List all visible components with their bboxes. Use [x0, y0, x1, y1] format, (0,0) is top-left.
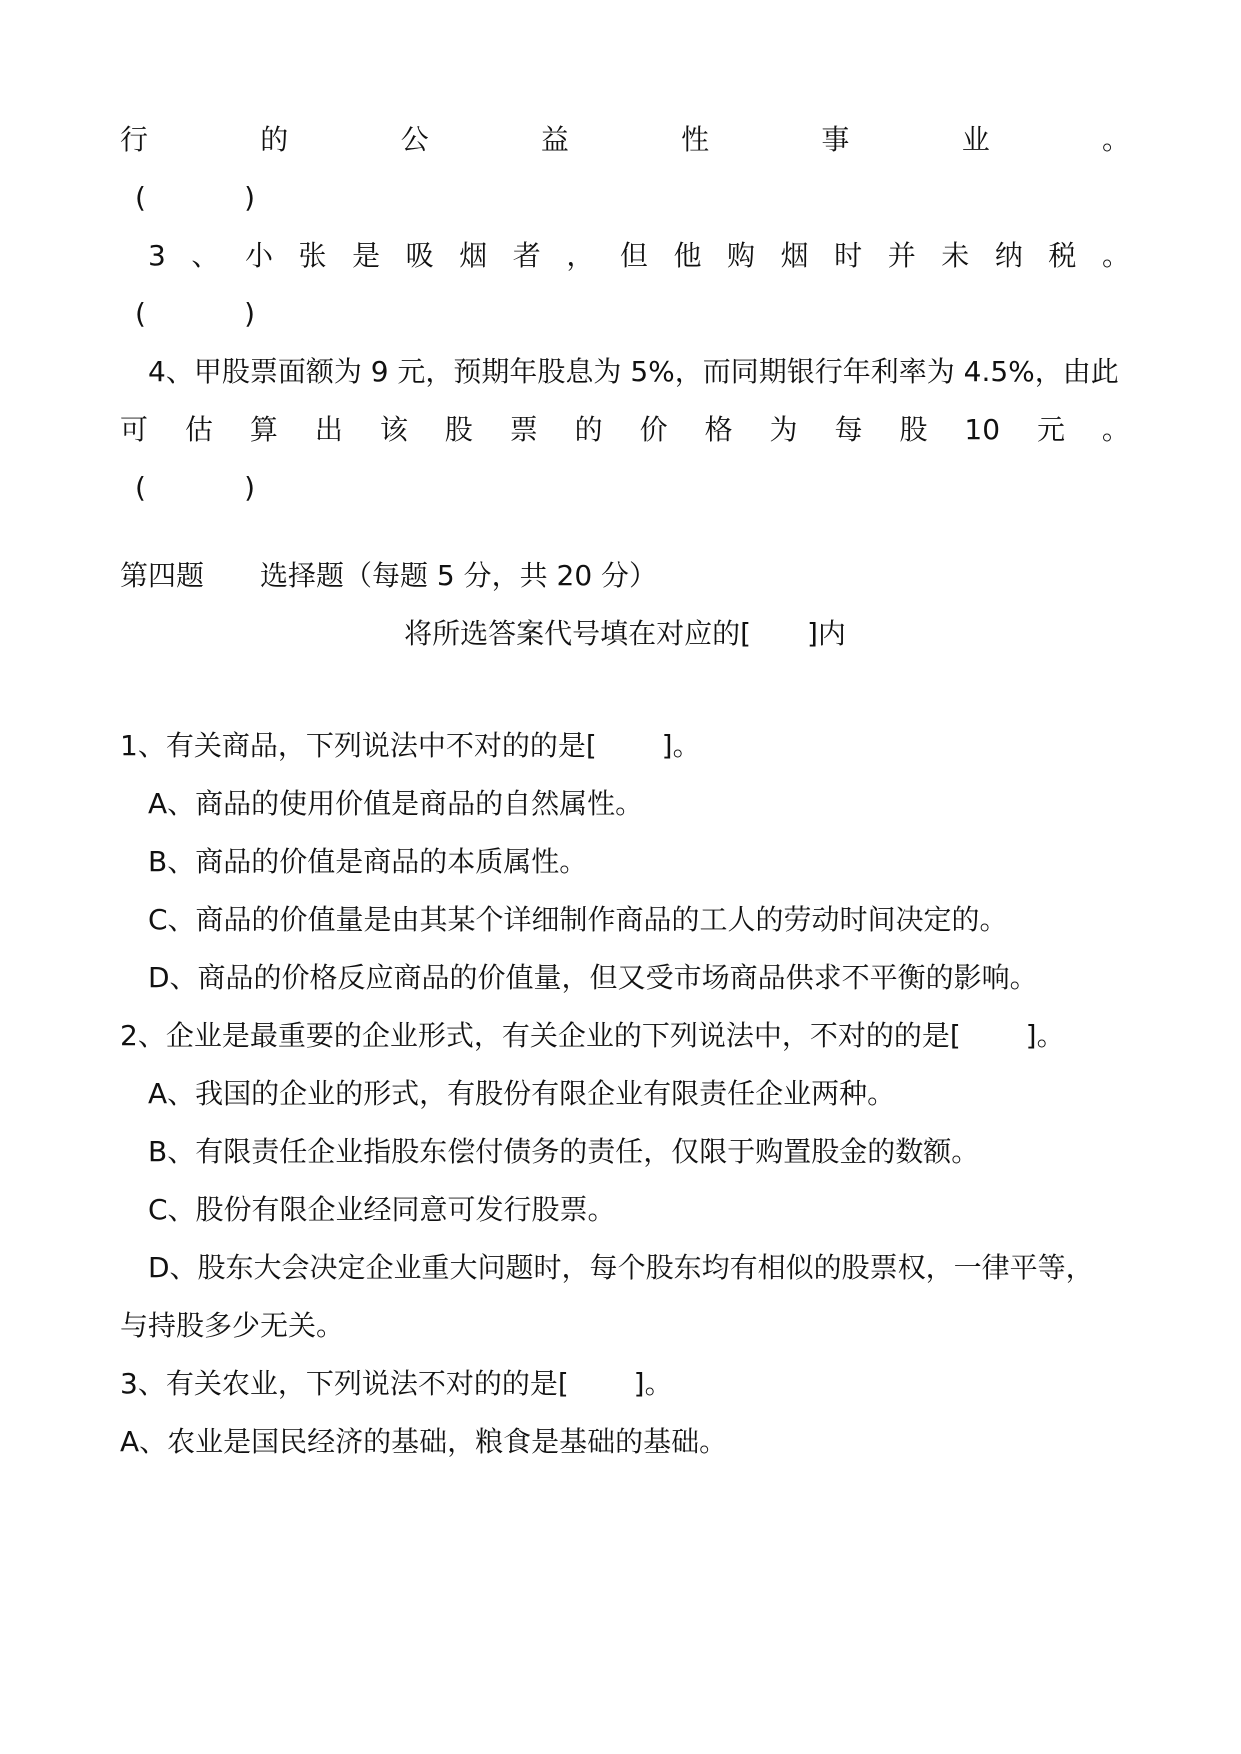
- q4-char: 每: [834, 413, 863, 446]
- q2-tail-line: [120, 120, 1130, 160]
- q4-char: 股: [444, 413, 473, 446]
- q3-char: 但: [619, 239, 648, 272]
- q2-tail-char: 性: [681, 123, 710, 156]
- q2-answer-paren: [135, 178, 255, 218]
- section-instruction: 将所选答案代号填在对应的[ ]内: [404, 617, 846, 650]
- paren-close: ): [244, 181, 255, 214]
- mc-2-option-d-continuation: 与持股多少无关。: [120, 1309, 345, 1342]
- q3-char: 3: [148, 239, 166, 272]
- mc-3-option-a: A、农业是国民经济的基础，粮食是基础的基础。: [120, 1425, 728, 1458]
- q3-char: 吸: [405, 239, 434, 272]
- paren-close: ): [244, 297, 255, 330]
- q3-char: 时: [834, 239, 863, 272]
- q3-char: 未: [941, 239, 970, 272]
- mc-1-option-c: C、商品的价值量是由其某个详细制作商品的工人的劳动时间决定的。: [148, 903, 1008, 936]
- q3-char: 张: [298, 239, 327, 272]
- paren-close: ): [244, 471, 255, 504]
- q4-char: 。: [1101, 413, 1130, 446]
- q3-char: 。: [1101, 239, 1130, 272]
- q4-char: 元: [1036, 413, 1065, 446]
- mc-2-option-a: A、我国的企业的形式，有股份有限企业有限责任企业两种。: [148, 1077, 896, 1110]
- q3-char: ，: [566, 239, 595, 272]
- mc-2-stem: 2、企业是最重要的企业形式，有关企业的下列说法中，不对的的是[ ]。: [120, 1019, 1065, 1052]
- q3-char: 、: [191, 239, 220, 272]
- q4-answer-paren: [135, 468, 255, 508]
- q4-char: 票: [509, 413, 538, 446]
- q3-char: 烟: [780, 239, 809, 272]
- q4-char: 股: [899, 413, 928, 446]
- q4-line-1: 4、甲股票面额为 9 元，预期年股息为 5%，而同期银行年利率为 4.5%，由此: [148, 355, 1119, 388]
- mc-2-option-b: B、有限责任企业指股东偿付债务的责任，仅限于购置股金的数额。: [148, 1135, 980, 1168]
- q4-char: 价: [639, 413, 668, 446]
- q3-char: 税: [1048, 239, 1077, 272]
- q4-char: 格: [704, 413, 733, 446]
- q4-char: 出: [314, 413, 343, 446]
- q4-char: 10: [964, 413, 1001, 446]
- q2-tail-char: 行: [120, 123, 149, 156]
- q3-char: 是: [352, 239, 381, 272]
- paren-open: (: [135, 181, 146, 214]
- q4-char: 算: [249, 413, 278, 446]
- q3-answer-paren: [135, 294, 255, 334]
- q3-char: 烟: [459, 239, 488, 272]
- q4-char: 为: [769, 413, 798, 446]
- q3-char: 他: [673, 239, 702, 272]
- q2-tail-char: 的: [260, 123, 289, 156]
- q4-char: 的: [574, 413, 603, 446]
- q2-tail-char: 益: [540, 123, 569, 156]
- q2-tail-char: 业: [961, 123, 990, 156]
- q3-line: [148, 236, 1130, 276]
- q3-char: 纳: [994, 239, 1023, 272]
- mc-3-stem: 3、有关农业，下列说法不对的的是[ ]。: [120, 1367, 673, 1400]
- q3-char: 购: [727, 239, 756, 272]
- q4-line-2: [120, 410, 1130, 450]
- section-title: 第四题 选择题（每题 5 分，共 20 分）: [120, 559, 658, 592]
- q3-char: 小: [244, 239, 273, 272]
- q2-tail-char: 。: [1101, 123, 1130, 156]
- paren-open: (: [135, 297, 146, 330]
- mc-2-option-c: C、股份有限企业经同意可发行股票。: [148, 1193, 616, 1226]
- mc-1-option-a: A、商品的使用价值是商品的自然属性。: [148, 787, 644, 820]
- q2-tail-char: 事: [821, 123, 850, 156]
- q3-char: 者: [512, 239, 541, 272]
- q4-char: 该: [379, 413, 408, 446]
- q2-tail-char: 公: [400, 123, 429, 156]
- q4-char: 估: [184, 413, 213, 446]
- mc-1-option-b: B、商品的价值是商品的本质属性。: [148, 845, 588, 878]
- mc-1-option-d: D、商品的价格反应商品的价值量，但又受市场商品供求不平衡的影响。: [148, 961, 1038, 994]
- mc-1-stem: 1、有关商品，下列说法中不对的的是[ ]。: [120, 729, 701, 762]
- q3-char: 并: [887, 239, 916, 272]
- q4-char: 可: [120, 413, 149, 446]
- paren-open: (: [135, 471, 146, 504]
- mc-2-option-d: D、股东大会决定企业重大问题时，每个股东均有相似的股票权，一律平等，: [148, 1251, 1094, 1284]
